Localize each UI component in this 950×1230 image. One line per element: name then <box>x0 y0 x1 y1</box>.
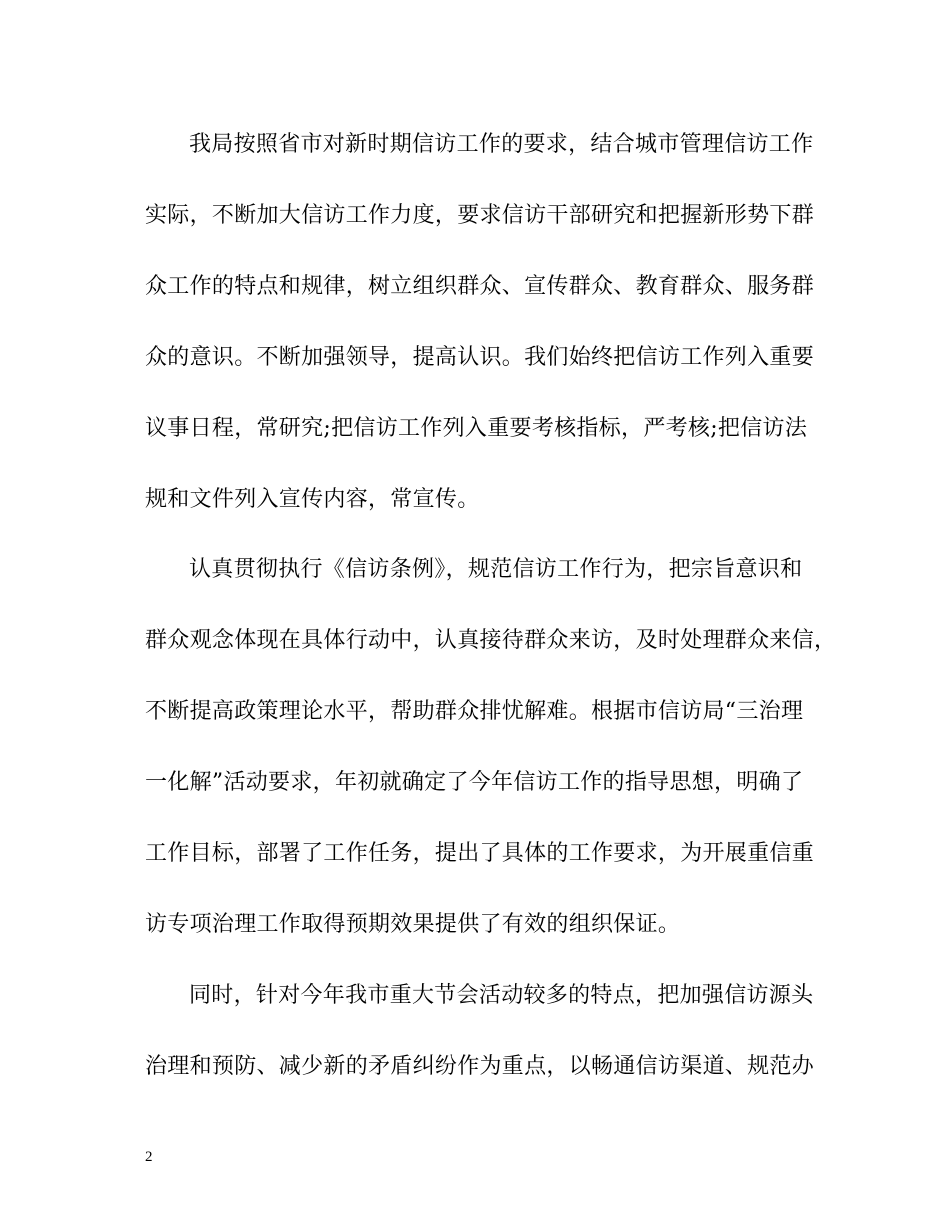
text-line: 实际，不断加大信访工作力度，要求信访干部研究和把握新形势下群 <box>145 203 815 228</box>
text-line: 规和文件列入宣传内容，常宣传。 <box>145 487 480 512</box>
text-line: 群众观念体现在具体行动中，认真接待群众来访，及时处理群众来信， <box>145 628 837 653</box>
text-line: 一化解”活动要求，年初就确定了今年信访工作的指导思想，明确了 <box>145 770 804 795</box>
text-line: 不断提高政策理论水平，帮助群众排忧解难。根据市信访局“三治理 <box>145 699 804 724</box>
text-line: 议事日程，常研究;把信访工作列入重要考核指标，严考核;把信访法 <box>145 416 808 441</box>
text-line: 工作目标，部署了工作任务，提出了具体的工作要求，为开展重信重 <box>145 841 815 866</box>
text-line: 同时，针对今年我市重大节会活动较多的特点，把加强信访源头 <box>189 983 814 1008</box>
text-line: 治理和预防、减少新的矛盾纠纷作为重点，以畅通信访渠道、规范办 <box>145 1054 815 1079</box>
text-line: 我局按照省市对新时期信访工作的要求，结合城市管理信访工作 <box>189 132 814 157</box>
text-line: 众工作的特点和规律，树立组织群众、宣传群众、教育群众、服务群 <box>145 274 815 299</box>
text-line: 认真贯彻执行《信访条例》，规范信访工作行为，把宗旨意识和 <box>189 557 803 582</box>
text-line: 访专项治理工作取得预期效果提供了有效的组织保证。 <box>145 912 681 937</box>
page-number: 2 <box>145 1149 153 1165</box>
text-line: 众的意识。不断加强领导，提高认识。我们始终把信访工作列入重要 <box>145 345 815 370</box>
